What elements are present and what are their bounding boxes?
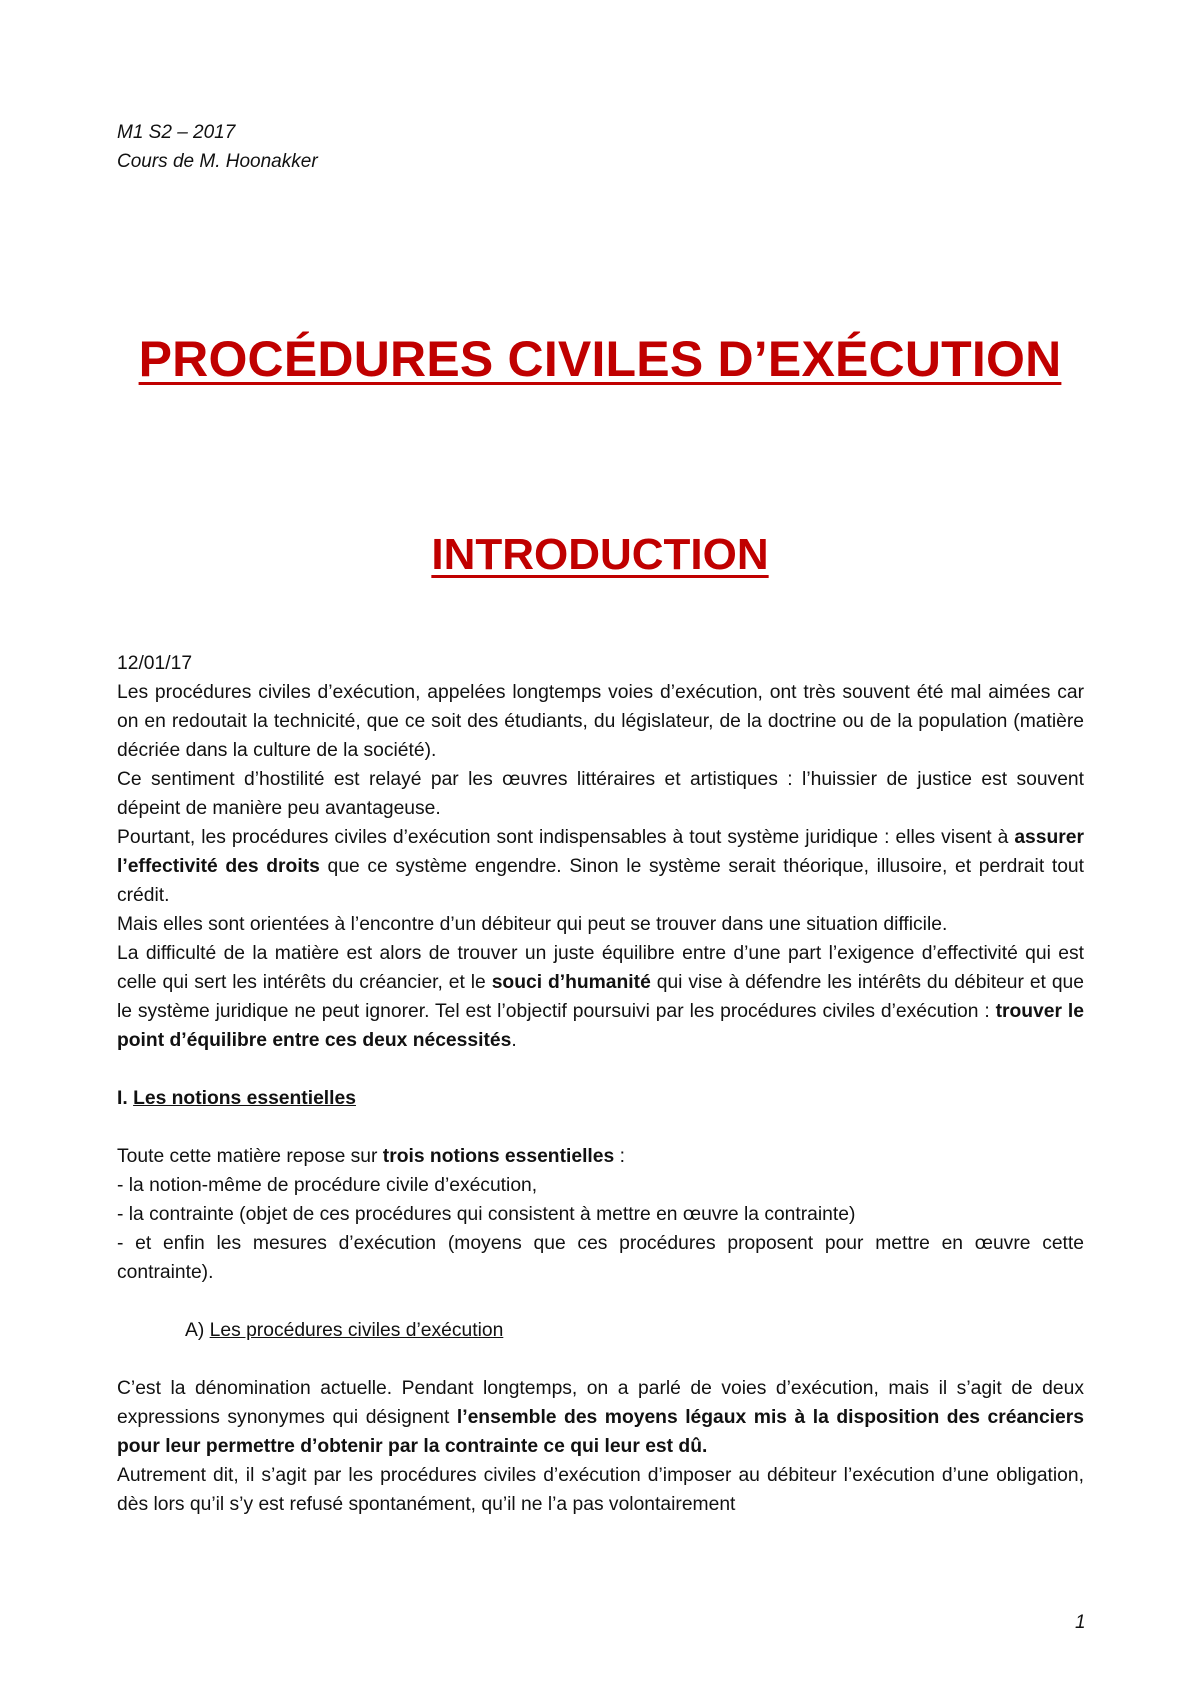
- list-item: - la notion-même de procédure civile d’exécution,: [117, 1175, 538, 1196]
- bold-text-run: assurer l’effectivité des droits: [117, 827, 1084, 877]
- subsection-a-heading: [117, 1316, 1084, 1345]
- intro-paragraph-1: Les procédures civiles d’exécution, appelées longtemps voies d’exécution, ont très souvent été mal aimées car on en redoutait la technicité, que ce soit des étudiants, du législateur, de la doctrine ou de la population (matière décriée dans la culture de la société).: [117, 682, 1084, 761]
- list-item: - la contrainte (objet de ces procédures qui consistent à mettre en œuvre la contrainte): [117, 1204, 856, 1225]
- section-title: Les notions essentielles: [133, 1088, 356, 1109]
- text-run: C’est la dénomination actuelle. Pendant longtemps, on a parlé de voies d’exécution, mais il s’agit de deux expressions synonymes qui désignent: [117, 1378, 1084, 1428]
- spacer: [117, 1055, 1084, 1084]
- document-title: PROCÉDURES CIVILES D’EXÉCUTION: [138, 331, 1062, 387]
- subsection-title: Les procédures civiles d’exécution: [209, 1320, 504, 1341]
- spacer: [117, 1287, 1084, 1316]
- document-body: [117, 649, 1084, 1519]
- text-run: Pourtant, les procédures civiles d’exécution sont indispensables à tout système juridique : elles visent à: [117, 827, 1015, 848]
- spacer: [117, 1113, 1084, 1142]
- section-number: I.: [117, 1088, 134, 1109]
- section-1-lead: [117, 1142, 1084, 1171]
- bold-text-run: l’ensemble des moyens légaux mis à la disposition des créanciers pour leur permettre d’obtenir par la contrainte ce qui leur est dû.: [117, 1407, 1084, 1457]
- text-run: qui vise à défendre les intérêts du débiteur et que le système juridique ne peut ignorer. Tel est l’objectif poursuivi par les procédures civiles d’exécution :: [117, 972, 1084, 1022]
- text-run: .: [511, 1030, 517, 1051]
- text-run: que ce système engendre. Sinon le système serait théorique, illusoire, et perdrait tout crédit.: [117, 856, 1084, 906]
- section-1-heading: [117, 1084, 1084, 1113]
- subsection-a-paragraph-1: [117, 1374, 1084, 1461]
- spacer: [117, 1345, 1084, 1374]
- bold-text-run: trois notions essentielles: [382, 1146, 615, 1167]
- intro-paragraph-4: Mais elles sont orientées à l’encontre d’un débiteur qui peut se trouver dans une situation difficile.: [117, 914, 948, 935]
- section-heading-introduction: INTRODUCTION: [431, 530, 769, 579]
- intro-paragraph-2: Ce sentiment d’hostilité est relayé par les œuvres littéraires et artistiques : l’huissier de justice est souvent dépeint de manière peu avantageuse.: [117, 769, 1084, 819]
- list-item: - et enfin les mesures d’exécution (moyens que ces procédures proposent pour mettre en œuvre cette contrainte).: [117, 1233, 1084, 1283]
- bold-text-run: trouver le point d’équilibre entre ces deux nécessités: [117, 1001, 1084, 1051]
- text-run: :: [614, 1146, 625, 1167]
- subsection-a-paragraph-2: Autrement dit, il s’agit par les procédures civiles d’exécution d’imposer au débiteur l’exécution d’une obligation, dès lors qu’il s’y est refusé spontanément, qu’il ne l’a pas volontairement: [117, 1465, 1084, 1515]
- text-run: Toute cette matière repose sur: [117, 1146, 383, 1167]
- text-run: La difficulté de la matière est alors de trouver un juste équilibre entre d’une part l’exigence d’effectivité qui est celle qui sert les intérêts du créancier, et le: [117, 943, 1084, 993]
- lecture-date: 12/01/17: [117, 653, 193, 674]
- intro-paragraph-3: [117, 823, 1084, 910]
- header-line-1: M1 S2 – 2017: [117, 122, 236, 143]
- page-number: 1: [1075, 1612, 1086, 1633]
- intro-paragraph-5: [117, 939, 1084, 1055]
- subsection-number: A): [185, 1320, 210, 1341]
- bold-text-run: souci d’humanité: [491, 972, 651, 993]
- header-line-2: Cours de M. Hoonakker: [117, 151, 318, 172]
- course-header: [117, 118, 318, 176]
